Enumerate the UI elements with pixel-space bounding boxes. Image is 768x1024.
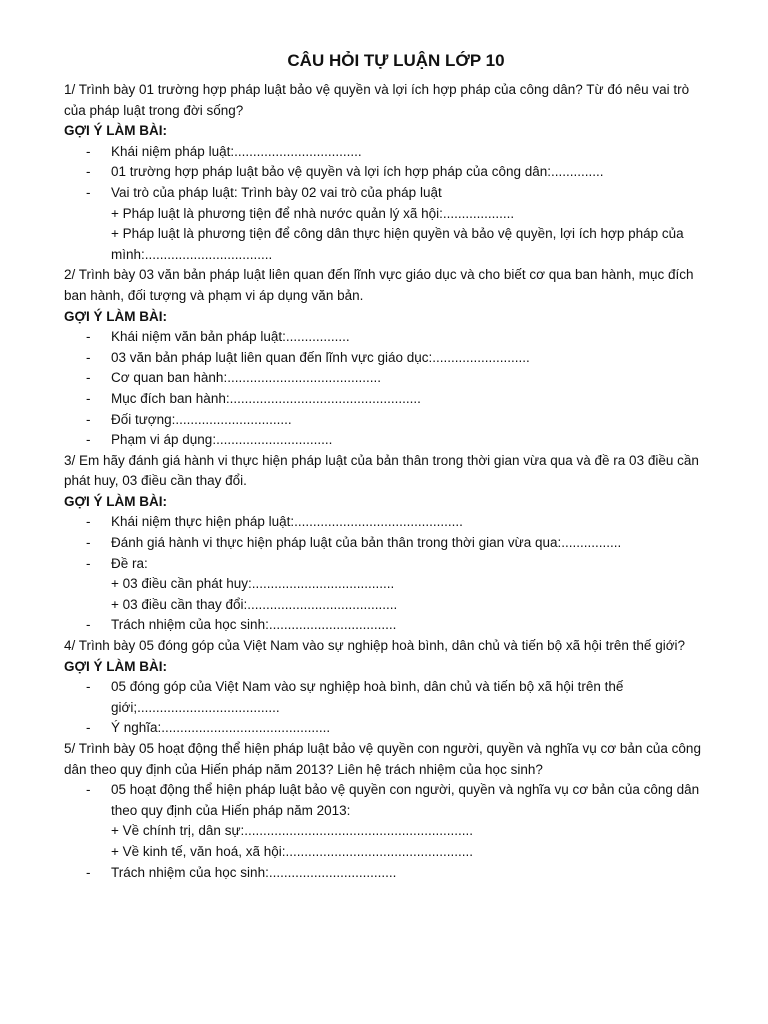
bullet-item xyxy=(64,863,728,884)
dash-bullet: - xyxy=(86,411,91,427)
question-1 xyxy=(64,80,728,265)
bullet-item xyxy=(64,718,728,739)
question-3 xyxy=(64,451,728,636)
question-text: 5/ Trình bày 05 hoạt động thể hiện pháp luật bảo vệ quyền con người, quyền và nghĩa vụ cơ bản của công xyxy=(64,741,701,756)
dash-bullet: - xyxy=(86,370,91,386)
dash-bullet: - xyxy=(86,432,91,448)
hint-heading: GỢI Ý LÀM BÀI: xyxy=(64,493,168,509)
dash-bullet: - xyxy=(86,555,91,571)
hint-heading: GỢI Ý LÀM BÀI: xyxy=(64,123,168,139)
question-text: 3/ Em hãy đánh giá hành vi thực hiện pháp luật của bản thân trong thời gian vừa qua và đề ra 03 điều cần xyxy=(64,452,699,468)
question-text: dân theo quy định của Hiến pháp năm 2013? Liên hệ trách nhiệm của học sinh? xyxy=(64,761,543,777)
bullet-text: Phạm vi áp dụng:............................... xyxy=(111,432,333,448)
question-text: ban hành, đối tượng và phạm vi áp dụng văn bản. xyxy=(64,287,364,303)
bullet-item xyxy=(64,327,728,348)
bullet-item xyxy=(64,615,728,636)
bullet-item xyxy=(64,142,728,163)
dash-bullet: - xyxy=(86,143,91,159)
dash-bullet: - xyxy=(86,617,91,633)
bullet-text: Ý nghĩa:............................................. xyxy=(111,720,331,736)
dash-bullet: - xyxy=(86,164,91,180)
bullet-item xyxy=(64,677,728,698)
bullet-text: 05 hoạt động thể hiện pháp luật bảo vệ quyền con người, quyền và nghĩa vụ cơ bản của công dân xyxy=(111,782,700,798)
question-text: 4/ Trình bày 05 đóng góp của Việt Nam vào sự nghiệp hoà bình, dân chủ và tiến bộ xã hội trên thế giới? xyxy=(64,638,686,654)
question-5 xyxy=(64,739,728,883)
bullet-continuation: theo quy định của Hiến pháp năm 2013: xyxy=(111,802,351,818)
dash-bullet: - xyxy=(86,679,91,695)
bullet-text: Cơ quan ban hành:......................................... xyxy=(111,370,381,386)
bullet-item xyxy=(64,533,728,554)
bullet-item xyxy=(64,389,728,410)
bullet-item xyxy=(64,430,728,451)
bullet-text: Đối tượng:............................... xyxy=(111,411,292,427)
bullet-item xyxy=(64,368,728,389)
dash-bullet: - xyxy=(86,782,91,798)
bullet-item xyxy=(64,162,728,183)
bullet-item xyxy=(64,348,728,369)
bullet-item xyxy=(64,410,728,431)
document-title: CÂU HỎI TỰ LUẬN LỚP 10 xyxy=(287,51,505,70)
bullet-text: 01 trường hợp pháp luật bảo vệ quyền và lợi ích hợp pháp của công dân:.............. xyxy=(111,164,604,180)
bullet-item xyxy=(64,183,728,204)
dash-bullet: - xyxy=(86,329,91,345)
dash-bullet: - xyxy=(86,184,91,200)
dash-bullet: - xyxy=(86,535,91,551)
bullet-text: Trách nhiệm của học sinh:.................................. xyxy=(111,617,397,633)
bullet-text: 03 văn bản pháp luật liên quan đến lĩnh vực giáo dục:.......................... xyxy=(111,349,530,365)
bullet-item xyxy=(64,554,728,575)
sub-item: + Pháp luật là phương tiện để công dân thực hiện quyền và bảo vệ quyền, lợi ích hợp pháp của xyxy=(111,226,684,242)
question-text: 2/ Trình bày 03 văn bản pháp luật liên quan đến lĩnh vực giáo dục và cho biết cơ qua ban hành, mục đích xyxy=(64,267,694,283)
bullet-text: Vai trò của pháp luật: Trình bày 02 vai trò của pháp luật xyxy=(111,184,442,200)
bullet-text: Khái niệm văn bản pháp luật:................. xyxy=(111,329,350,345)
dash-bullet: - xyxy=(86,349,91,365)
bullet-text: Đề ra: xyxy=(111,555,148,571)
sub-item: + Về chính trị, dân sự:............................................................. xyxy=(111,823,474,839)
dash-bullet: - xyxy=(86,864,91,880)
sub-item: + Về kinh tế, văn hoá, xã hội:.................................................. xyxy=(111,843,474,859)
bullet-text: Đánh giá hành vi thực hiện pháp luật của bản thân trong thời gian vừa qua:................ xyxy=(111,535,622,551)
hint-heading: GỢI Ý LÀM BÀI: xyxy=(64,308,168,324)
question-text: phát huy, 03 điều cần thay đổi. xyxy=(64,473,247,489)
bullet-item xyxy=(64,512,728,533)
dash-bullet: - xyxy=(86,514,91,530)
bullet-text: Khái niệm thực hiện pháp luật:............................................. xyxy=(111,514,463,530)
bullet-text: Trách nhiệm của học sinh:.................................. xyxy=(111,864,397,880)
bullet-text: Mục đích ban hành:................................................... xyxy=(111,390,421,406)
bullet-item xyxy=(64,780,728,801)
question-2 xyxy=(64,265,728,450)
question-text: của pháp luật trong đời sống? xyxy=(64,102,244,118)
bullet-text: 05 đóng góp của Việt Nam vào sự nghiệp hoà bình, dân chủ và tiến bộ xã hội trên thế xyxy=(111,679,624,695)
question-text: 1/ Trình bày 01 trường hợp pháp luật bảo vệ quyền và lợi ích hợp pháp của công dân? Từ đó nêu vai trò xyxy=(64,82,690,97)
sub-item: + 03 điều cần thay đổi:........................................ xyxy=(111,596,398,612)
sub-item: mình:.................................. xyxy=(111,246,273,262)
bullet-continuation: giới;...................................... xyxy=(111,699,280,715)
sub-item: + 03 điều cần phát huy:...................................... xyxy=(111,576,395,592)
bullet-text: Khái niệm pháp luật:.................................. xyxy=(111,143,362,159)
sub-item: + Pháp luật là phương tiện để nhà nước quản lý xã hội:................... xyxy=(111,205,515,221)
dash-bullet: - xyxy=(86,390,91,406)
dash-bullet: - xyxy=(86,720,91,736)
question-4 xyxy=(64,636,728,739)
hint-heading: GỢI Ý LÀM BÀI: xyxy=(64,658,168,674)
